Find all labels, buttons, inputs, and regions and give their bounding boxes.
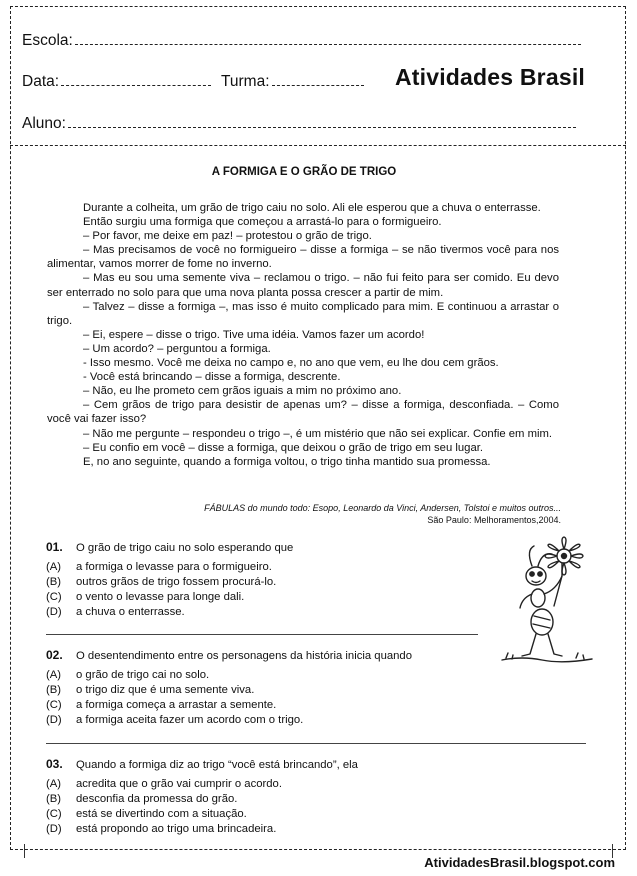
option-text: o trigo diz que é uma semente viva.: [76, 684, 255, 696]
data-blank-line: [61, 84, 211, 86]
ant-with-flower-illustration: [492, 536, 602, 666]
turma-blank-line: [272, 84, 364, 86]
source-line-1: FÁBULAS do mundo todo: Esopo, Leonardo da Vinci, Andersen, Tolstoi e muitos outros...: [204, 503, 561, 513]
option-b[interactable]: [46, 792, 358, 807]
option-letter: (D): [46, 823, 62, 835]
question-1: [46, 540, 293, 620]
option-letter: (A): [46, 561, 62, 573]
flower-icon: [545, 537, 583, 575]
option-text: a formiga aceita fazer um acordo com o trigo.: [76, 714, 304, 726]
data-label: Data:: [22, 73, 60, 90]
option-text: a formiga o levasse para o formigueiro.: [76, 561, 272, 573]
option-text: desconfia da promessa do grão.: [76, 793, 238, 805]
story-paragraph: – Cem grãos de trigo para desistir de apenas um? – disse a formiga, desconfiada. – Como você vai fazer isso?: [47, 399, 559, 426]
aluno-field: [22, 115, 576, 133]
option-text: acredita que o grão vai cumprir o acordo.: [76, 778, 282, 790]
option-c[interactable]: [46, 698, 412, 713]
option-d[interactable]: [46, 713, 412, 728]
option-d[interactable]: [46, 822, 358, 837]
option-letter: (D): [46, 714, 62, 726]
story-text: [47, 201, 559, 469]
question-number: 01.: [46, 540, 63, 554]
option-c[interactable]: [46, 590, 293, 605]
option-letter: (B): [46, 576, 62, 588]
story-paragraph: – Por favor, me deixe em paz! – protestou o grão de trigo.: [83, 230, 372, 243]
escola-field: [22, 32, 581, 50]
story-paragraph: - Isso mesmo. Você me deixa no campo e, no ano que vem, eu lhe dou cem grãos.: [83, 357, 499, 370]
story-source: [204, 502, 561, 526]
question-stem: Quando a formiga diz ao trigo “você está brincando”, ela: [76, 759, 358, 771]
source-line-2: São Paulo: Melhoramentos,2004.: [427, 515, 561, 525]
option-text: a formiga começa a arrastar a semente.: [76, 699, 277, 711]
option-d[interactable]: [46, 605, 293, 620]
data-field: [22, 73, 211, 91]
option-text: está propondo ao trigo uma brincadeira.: [76, 823, 277, 835]
option-text: o vento o levasse para longe dali.: [76, 591, 245, 603]
story-paragraph: – Um acordo? – perguntou a formiga.: [83, 342, 271, 355]
story-paragraph: Então surgiu uma formiga que começou a arrastá-lo para o formigueiro.: [83, 216, 442, 229]
option-text: outros grãos de trigo fossem procurá-lo.: [76, 576, 277, 588]
question-3: [46, 757, 358, 837]
option-text: o grão de trigo cai no solo.: [76, 669, 210, 681]
story-paragraph: – Mas precisamos de você no formigueiro – disse a formiga – se não tivermos você para nos alimentar, vamos morrer de fome no inverno.: [47, 244, 559, 271]
turma-field: [221, 73, 364, 91]
story-paragraph: – Eu confio em você – disse a formiga, que deixou o grão de trigo em seu lugar.: [83, 441, 484, 454]
option-a[interactable]: [46, 668, 412, 683]
option-letter: (C): [46, 808, 62, 820]
question-stem: O grão de trigo caiu no solo esperando que: [76, 542, 294, 554]
question-number: 02.: [46, 648, 63, 662]
story-title: A FORMIGA E O GRÃO DE TRIGO: [211, 166, 397, 178]
option-letter: (A): [46, 778, 62, 790]
option-letter: (C): [46, 591, 62, 603]
header-divider: [10, 145, 626, 146]
story-paragraph: – Não, eu lhe prometo cem grãos iguais a mim no próximo ano.: [83, 385, 402, 398]
story-paragraph: – Ei, espere – disse o trigo. Tive uma idéia. Vamos fazer um acordo!: [83, 328, 425, 341]
story-paragraph: - Você está brincando – disse a formiga, descrente.: [83, 371, 341, 384]
story-paragraph: – Mas eu sou uma semente viva – reclamou o trigo. – não fui feito para ser comido. Eu devo ser enterrado no solo para que uma nova planta possa crescer a partir de mim.: [47, 272, 559, 299]
escola-label: Escola:: [22, 32, 73, 49]
story-paragraph: Durante a colheita, um grão de trigo caiu no solo. Ali ele esperou que a chuva o enterrasse.: [83, 202, 541, 214]
option-text: está se divertindo com a situação.: [76, 808, 247, 820]
aluno-blank-line: [68, 126, 576, 128]
option-a[interactable]: [46, 777, 358, 792]
option-letter: (A): [46, 669, 62, 681]
turma-label: Turma:: [221, 73, 270, 90]
option-letter: (B): [46, 793, 62, 805]
question-divider: [46, 634, 478, 635]
footer-url[interactable]: AtividadesBrasil.blogspot.com: [424, 855, 615, 870]
brand-title: Atividades Brasil: [394, 64, 585, 90]
story-paragraph: – Talvez – disse a formiga –, mas isso é muito complicado para mim. E continuou a arrastar o trigo.: [47, 300, 559, 327]
question-number: 03.: [46, 757, 63, 771]
option-b[interactable]: [46, 683, 412, 698]
question-stem: O desentendimento entre os personagens da história inicia quando: [76, 650, 412, 662]
story-paragraph: – Não me pergunte – respondeu o trigo –, é um mistério que não sei explicar. Confie em mim.: [83, 427, 553, 440]
question-divider: [46, 743, 586, 744]
option-a[interactable]: [46, 560, 293, 575]
story-paragraph: E, no ano seguinte, quando a formiga voltou, o trigo tinha mantido sua promessa.: [83, 455, 491, 468]
option-b[interactable]: [46, 575, 293, 590]
option-letter: (C): [46, 699, 62, 711]
escola-blank-line: [75, 43, 581, 45]
option-c[interactable]: [46, 807, 358, 822]
option-letter: (B): [46, 684, 62, 696]
option-text: a chuva o enterrasse.: [76, 606, 185, 618]
option-letter: (D): [46, 606, 62, 618]
question-2: [46, 648, 412, 728]
aluno-label: Aluno:: [22, 115, 66, 132]
